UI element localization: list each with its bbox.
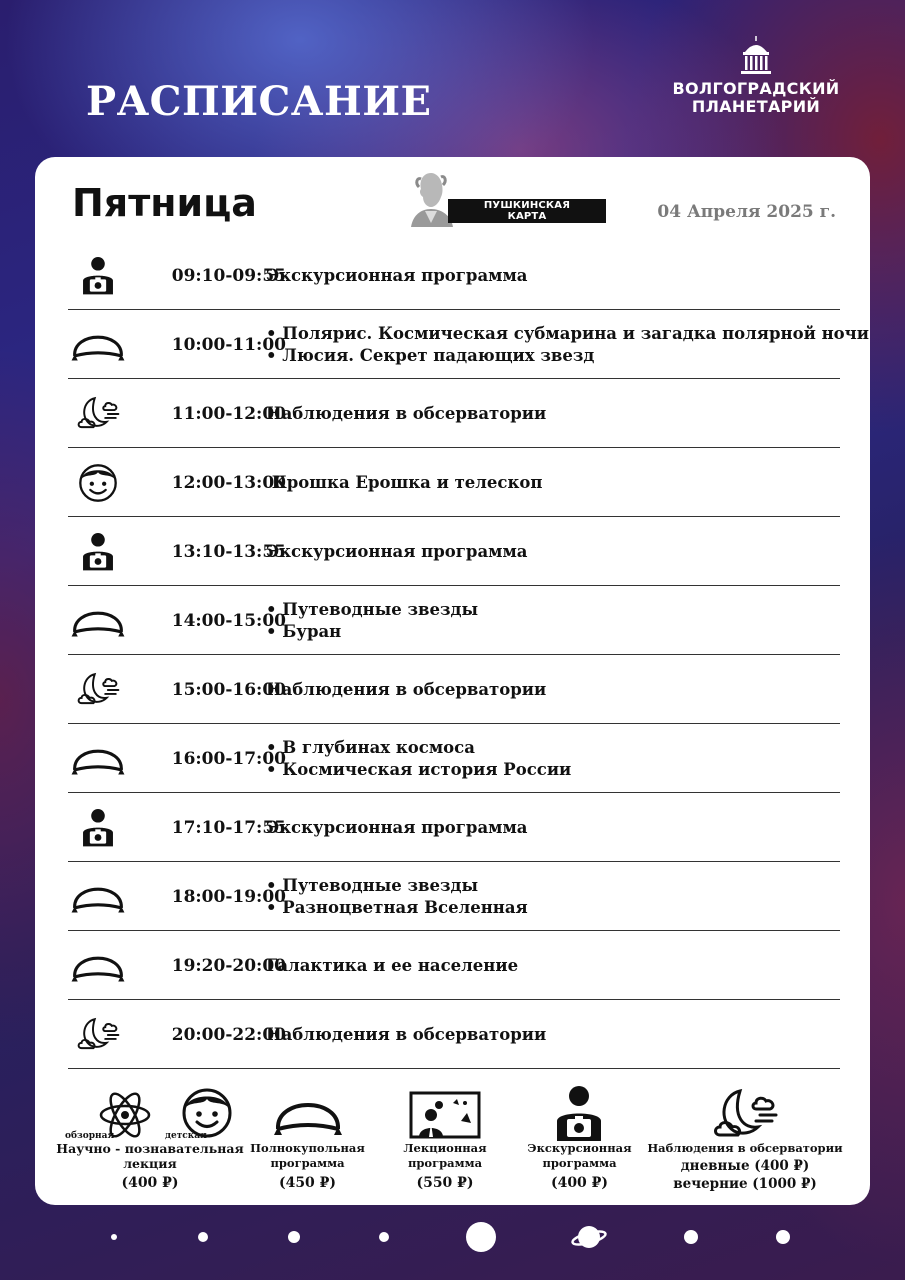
planet-dot-icon [379,1232,389,1242]
saturn-icon [571,1222,607,1252]
schedule-time: 09:10-09:55 [171,265,286,286]
legend-lecture-program [385,1085,505,1195]
logo-line2: ПЛАНЕТАРИЙ [691,97,821,116]
logo-line1: ВОЛГОГРАДСКИЙ [672,79,840,98]
lecture-screen-icon [409,1091,481,1145]
legend-dome-price: (450 ₽) [278,1175,337,1191]
schedule-time: 17:10-17:55 [171,817,286,838]
page-title: РАСПИСАНИЕ [86,78,432,125]
schedule-description [266,862,866,931]
legend [35,1085,870,1195]
decorative-planets [0,1215,905,1255]
schedule-time: 15:00-16:00 [171,679,286,700]
schedule-row [68,241,840,310]
schedule-line: Галактика и ее население [266,955,519,975]
dome-icon [68,724,128,793]
legend-excursion-caption1: Экскурсионная [527,1141,632,1155]
schedule-line: Крошка Ерошка и телескоп [266,472,543,492]
planet-dot-icon [776,1230,790,1244]
legend-science-price: (400 ₽) [121,1175,179,1191]
schedule-line: Наблюдения в обсерватории [266,679,547,699]
schedule-line: • Путеводные звезды [266,599,479,619]
schedule-time: 16:00-17:00 [171,748,286,769]
legend-lecture-caption2: программа [407,1156,483,1170]
schedule-line: • Буран [266,621,342,641]
schedule-row [68,931,840,1000]
planetarium-logo[interactable] [668,36,844,116]
schedule-line: • Космическая история России [266,759,572,779]
schedule-line: Экскурсионная программа [266,541,528,561]
legend-science-caption1: Научно - познавательная [56,1141,244,1156]
guide-icon [554,1085,604,1143]
schedule-description [266,241,866,310]
planet-dot-icon [288,1231,300,1243]
schedule-row [68,793,840,862]
legend-observatory [645,1085,845,1195]
legend-observatory-day-price: дневные (400 ₽) [680,1158,810,1174]
dome-icon [68,931,128,1000]
schedule-description [266,655,866,724]
schedule-description [266,310,869,379]
planet-dot-icon [111,1234,117,1240]
schedule-line: • Путеводные звезды [266,875,479,895]
schedule-time: 10:00-11:00 [171,334,286,355]
schedule-line: Экскурсионная программа [266,265,528,285]
smiley-kid-icon [68,448,128,517]
schedule-time: 11:00-12:00 [171,403,286,424]
guide-icon [68,793,128,862]
schedule-line: Экскурсионная программа [266,817,528,837]
planet-large-icon [466,1222,496,1252]
schedule-description [266,448,866,517]
schedule-description [266,1000,866,1069]
schedule-row [68,862,840,931]
dome-icon [68,310,128,379]
legend-dome-caption2: программа [270,1156,345,1170]
schedule-description [266,931,866,1000]
moon-cloud-icon [710,1085,780,1145]
schedule-time: 12:00-13:00 [171,472,286,493]
legend-excursion-program [517,1085,642,1195]
moon-cloud-icon [68,655,128,724]
schedule-time: 18:00-19:00 [171,886,286,907]
moon-cloud-icon [68,379,128,448]
schedule-row [68,1000,840,1069]
schedule-row [68,655,840,724]
schedule-description [266,586,866,655]
legend-lecture-price: (550 ₽) [416,1175,474,1191]
schedule-description [266,724,866,793]
pushkin-line1: ПУШКИНСКАЯ [483,200,571,211]
day-title: Пятница [72,181,257,225]
schedule-row [68,724,840,793]
schedule-time: 19:20-20:00 [171,955,286,976]
moon-cloud-icon [68,1000,128,1069]
legend-dome-caption1: Полнокупольная [250,1141,365,1155]
schedule-line: • Полярис. Космическая субмарина и загадка полярной ночи [266,323,869,343]
schedule-line: • Разноцветная Вселенная [266,897,528,917]
schedule-list [35,241,870,1069]
legend-science-caption2: лекция [123,1156,177,1171]
guide-icon [68,517,128,586]
schedule-time: 13:10-13:55 [171,541,286,562]
schedule-line: Наблюдения в обсерватории [266,1024,547,1044]
schedule-time: 20:00-22:00 [171,1024,286,1045]
schedule-line: • В глубинах космоса [266,737,475,757]
schedule-line: • Люсия. Секрет падающих звезд [266,345,595,365]
schedule-row [68,517,840,586]
legend-dome-program [240,1085,375,1195]
schedule-card [35,157,870,1205]
legend-tag-overview: обзорная [65,1131,115,1141]
schedule-row [68,448,840,517]
schedule-row [68,586,840,655]
pushkin-card-logo [405,169,611,227]
legend-science-lecture [55,1085,245,1195]
schedule-description [266,517,866,586]
dome-icon [272,1093,344,1137]
pushkin-card-label [448,199,606,223]
planetarium-building-icon [738,36,774,76]
dome-icon [68,862,128,931]
legend-tag-kids: детская [165,1131,207,1141]
legend-observatory-caption: Наблюдения в обсерватории [647,1141,843,1155]
schedule-time: 14:00-15:00 [171,610,286,631]
schedule-description [266,793,866,862]
legend-lecture-caption1: Лекционная [403,1141,487,1155]
schedule-description [266,379,866,448]
legend-observatory-evening-price: вечерние (1000 ₽) [673,1176,817,1192]
pushkin-line2: КАРТА [507,211,547,222]
schedule-row [68,310,869,379]
planet-dot-icon [198,1232,208,1242]
schedule-date: 04 Апреля 2025 г. [657,202,836,222]
legend-excursion-caption2: программа [542,1156,617,1170]
guide-icon [68,241,128,310]
planet-dot-icon [684,1230,698,1244]
dome-icon [68,586,128,655]
schedule-row [68,379,840,448]
legend-excursion-price: (400 ₽) [550,1175,609,1191]
schedule-line: Наблюдения в обсерватории [266,403,547,423]
